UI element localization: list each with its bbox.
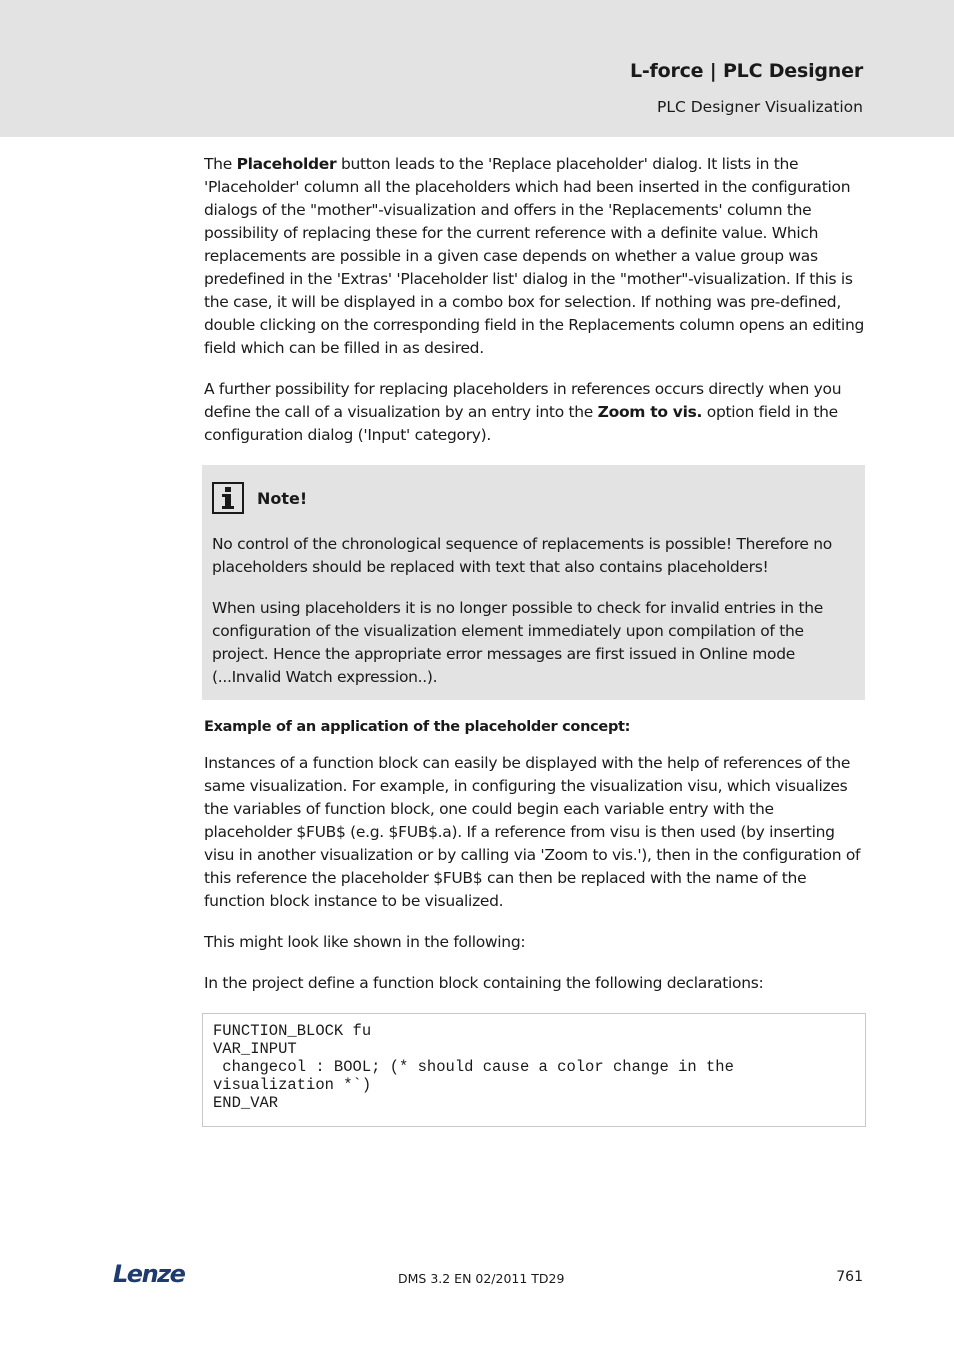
note-paragraph: No control of the chronological sequence of replacements is possible! Therefore no placeholders should be replaced with text that also contains placeholders! (212, 535, 832, 576)
paragraph-zoom-to-vis (204, 378, 866, 447)
bold-term: Zoom to vis. (597, 403, 703, 421)
note-paragraph: When using placeholders it is no longer possible to check for invalid entries in the configuration of the visualization element immediately upon compilation of the project. Hence the appropriate error messages are first issued in Online mode (...Invalid Watch expression..). (212, 599, 823, 686)
example-heading: Example of an application of the placeholder concept: (204, 719, 631, 735)
info-icon (212, 482, 244, 514)
text-run: button leads to the 'Replace placeholder' dialog. It lists in the 'Placeholder' column all the placeholders which had been inserted in the configuration dialogs of the "mother"-visualization and offers in the 'Replacements' column the possibility of replacing these for the current reference with a definite value. Which replacements are possible in a given case depends on whether a value group was predefined in the 'Extras' 'Placeholder list' dialog in the "mother"-visualization. If this is the case, it will be displayed in a combo box for selection. If nothing was pre-defined, double clicking on the corresponding field in the Replacements column opens an editing field which can be filled in as desired. (204, 155, 865, 357)
page-number: 761 (836, 1269, 863, 1285)
main-content (204, 153, 866, 1127)
paragraph-declarations: In the project define a function block containing the following declarations: (204, 974, 764, 992)
note-label: Note! (257, 488, 308, 508)
lenze-logo: Lenze (113, 1260, 185, 1288)
page-header (0, 0, 954, 137)
note-box (202, 465, 865, 700)
text-run: The (204, 155, 237, 173)
paragraph-placeholder-button (204, 153, 866, 360)
bold-term: Placeholder (236, 155, 337, 173)
note-header (212, 479, 856, 517)
text-run: option field in the configuration dialog ('Input' category). (204, 403, 838, 444)
paragraph-following: This might look like shown in the following: (204, 933, 526, 951)
header-subtitle: PLC Designer Visualization (657, 98, 863, 116)
text-run: A further possibility for replacing placeholders in references occurs directly when you define the call of a visualization by an entry into the (204, 380, 842, 421)
document-id: DMS 3.2 EN 02/2011 TD29 (398, 1271, 565, 1286)
header-title: L-force | PLC Designer (629, 60, 863, 82)
code-block: FUNCTION_BLOCK fu VAR_INPUT changecol : BOOL; (* should cause a color change in the visualization *`) END_VAR (202, 1013, 866, 1127)
paragraph-instances: Instances of a function block can easily be displayed with the help of references of the same visualization. For example, in configuring the visualization visu, which visualizes the variables of function block, one could begin each variable entry with the placeholder $FUB$ (e.g. $FUB$.a). If a reference from visu is then used (by inserting visu in another visualization or by calling via 'Zoom to vis.'), then in the configuration of this reference the placeholder $FUB$ can then be replaced with the name of the function block instance to be visualized. (204, 754, 861, 910)
